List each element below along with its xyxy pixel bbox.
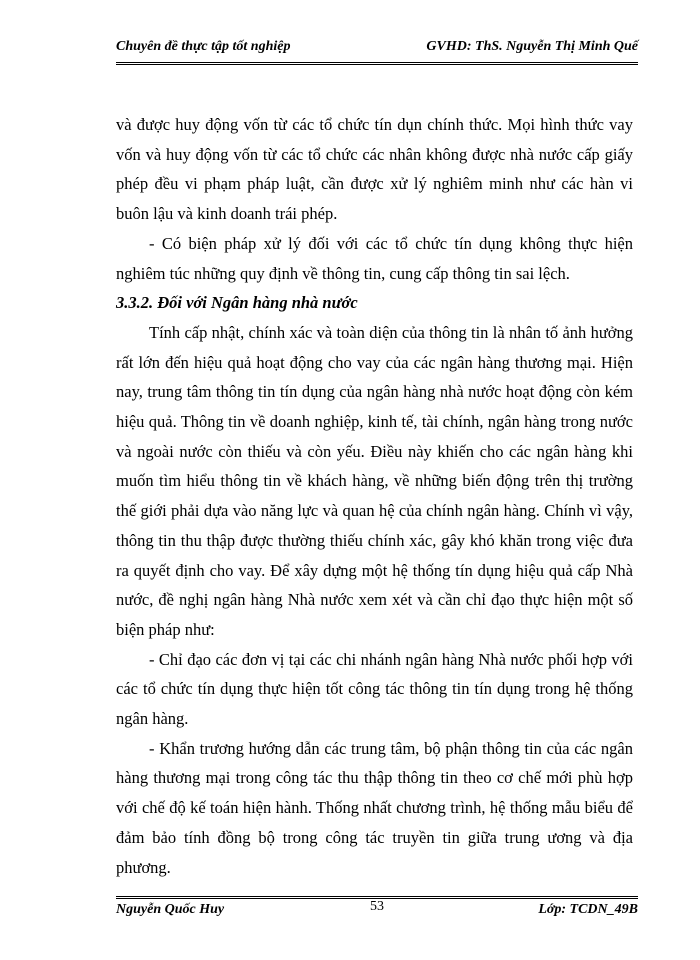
page-footer <box>116 899 638 926</box>
body-paragraph: - Có biện pháp xử lý đối với các tổ chức tín dụng không thực hiện nghiêm túc những quy định về thông tin, cung cấp thông tin sai lệch. <box>116 233 633 283</box>
header-divider <box>116 62 638 65</box>
footer-class: Lớp: TCDN_49B <box>538 902 638 917</box>
footer-author: Nguyễn Quốc Huy <box>116 902 225 917</box>
header-supervisor: GVHD: ThS. Nguyễn Thị Minh Quế <box>426 39 638 54</box>
body-paragraph: Tính cấp nhật, chính xác và toàn diện của thông tin là nhân tố ảnh hưởng rất lớn đến hiệu quả hoạt động cho vay của các ngân hàng thương mại. Hiện nay, trung tâm thông tin tín dụng của ngân hàng nhà nước hoạt động còn kém hiệu quả. Thông tin về doanh nghiệp, kinh tế, tài chính, ngân hàng trong nước và ngoài nước còn thiếu và còn yếu. Điều này khiến cho các ngân hàng khi muốn tìm hiểu thông tin về khách hàng, về những biến động trên thị trường thế giới phải dựa vào năng lực và quan hệ của chính ngân hàng. Chính vì vậy, thông tin thu thập được thường thiếu chính xác, gây khó khăn trong việc đưa ra quyết định cho vay. Để xây dựng một hệ thống tín dụng hiệu quả cấp Nhà nước, đề nghị ngân hàng Nhà nước xem xét và cần chỉ đạo thực hiện một số biện pháp như: <box>116 322 633 639</box>
document-body <box>116 110 633 882</box>
body-paragraph: - Chỉ đạo các đơn vị tại các chi nhánh ngân hàng Nhà nước phối hợp với các tổ chức tín dụng thực hiện tốt công tác thông tin tín dụng trong hệ thống ngân hàng. <box>116 649 633 729</box>
page-header <box>116 39 638 63</box>
body-paragraph: và được huy động vốn từ các tổ chức tín dụn chính thức. Mọi hình thức vay vốn và huy động vốn từ các tổ chức các nhân không được nhà nước cấp giấy phép đều vi phạm pháp luật, cần được xử lý nghiêm minh như các hàn vi buôn lậu và kinh doanh trái phép. <box>116 115 633 224</box>
section-heading: 3.3.2. Đối với Ngân hàng nhà nước <box>116 293 358 313</box>
header-document-title: Chuyên đề thực tập tốt nghiệp <box>116 39 291 54</box>
body-paragraph: - Khẩn trương hướng dẫn các trung tâm, bộ phận thông tin của các ngân hàng thương mại trong công tác thu thập thông tin theo cơ chế mới phù hợp với chế độ kế toán hiện hành. Thống nhất chương trình, hệ thống mẫu biểu để đảm bảo tính đồng bộ trong công tác truyền tin giữa trung ương và địa phương. <box>116 738 633 877</box>
page-number: 53 <box>370 899 384 914</box>
